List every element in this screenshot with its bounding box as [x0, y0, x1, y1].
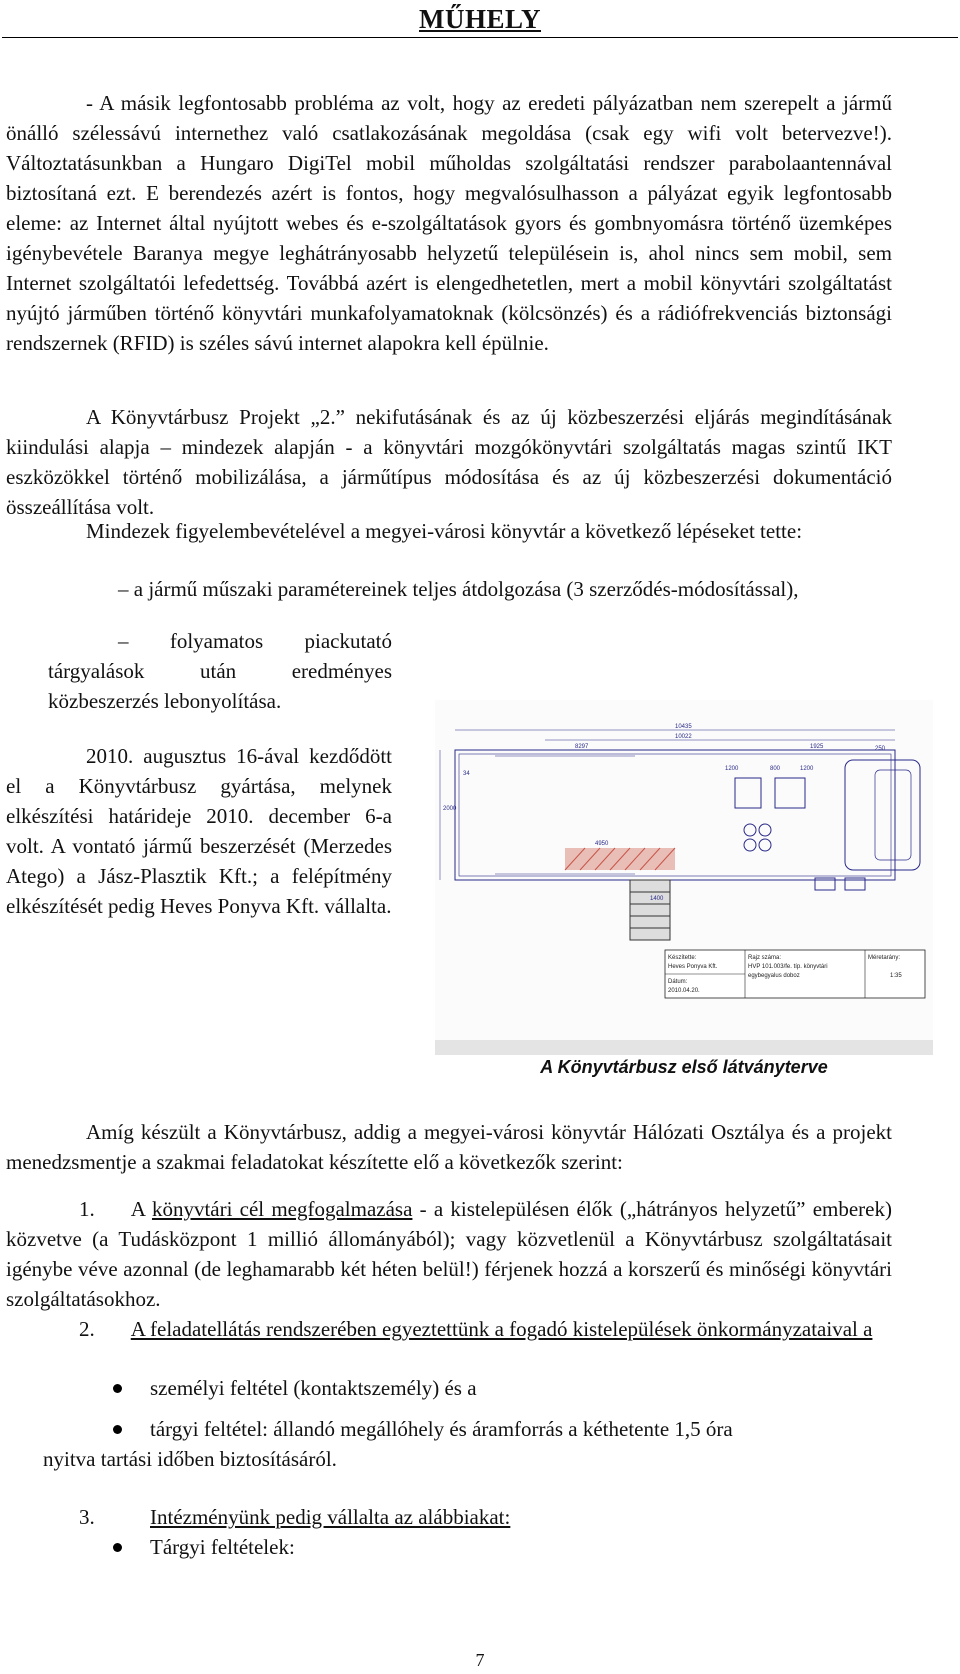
dim-label: 1400 — [650, 896, 664, 902]
titleblock-text: Rajz száma: — [748, 955, 782, 961]
bullet-dot — [113, 1543, 122, 1552]
paragraph-production: 2010. augusztus 16-ával kezdődött el a Könyvtárbusz gyártása, melynek elkészítési határideje 2010. december 6-a volt. A vontató jármű beszerzését (Merzedes Atego) a Jász-Plasztik Kft.; a felépítmény elkészítését pedig Heves Ponyva Kft. vállalta. — [6, 744, 392, 918]
list-item-1 — [6, 1194, 892, 1314]
titleblock-text: 1:35 — [890, 973, 902, 979]
dim-label: 800 — [770, 766, 781, 772]
titleblock-text: HVP 101.003/fe. típ. könyvtári — [748, 964, 828, 970]
bullet-item-continuation: nyitva tartási időben biztosításáról. — [43, 1447, 337, 1471]
titleblock-text: Méretarány: — [868, 955, 901, 961]
bullet-dot — [113, 1384, 122, 1393]
list-item-1-number: 1. — [79, 1197, 95, 1221]
titleblock-text: Dátum: — [668, 979, 688, 985]
dim-label: 34 — [463, 771, 470, 777]
header-title: MŰHELY — [418, 4, 542, 34]
paragraph-wifi-problem: - A másik legfontosabb probléma az volt, hogy az eredeti pályázatban nem szerepelt a jármű önálló szélessávú internethez való csatlakozásának megoldása (csak egy wifi volt betervezve!). Változtatásunkban a Hungaro DigiTel mobil műholdas szolgáltatási rendszer parabolaantennával biztosítaná ezt. E berendezés azért is fontos, hogy megvalósulhasson a pályázat egyik legfontosabb eleme: az Internet által nyújtott webes és e-szolgáltatások gyors és gombnyomásra történő üzemképes igénybevétele Baranya megye leghátrányosabb helyzetű településein is, ahol nincs sem mobil, sem Internet szolgáltatói lefedettség. Továbbá azért is elengedhetetlen, mert a mobil könyvtári szolgáltatást nyújtó járműben történő könyvtári munkafolyamatoknak (kölcsönzés) és a rádiófrekvenciás biztonsági rendszernek (RFID) is széles sávú internet alapokra kell épülnie. — [6, 91, 892, 355]
dash-item-parameters: – a jármű műszaki paramétereinek teljes átdolgozása (3 szerződés-módosítással), — [118, 577, 799, 601]
list-item-2-number: 2. — [79, 1317, 95, 1341]
dim-label: 10022 — [675, 734, 692, 740]
list-item-1-heading: könyvtári cél megfogalmazása — [151, 1197, 413, 1221]
titleblock-text: Heves Ponyva Kft. — [668, 964, 718, 970]
steps — [630, 880, 670, 940]
bullet-item-material-conditions: Tárgyi feltételek: — [150, 1535, 295, 1559]
page-number: 7 — [475, 1650, 485, 1670]
titleblock-text: egybegyalus doboz — [748, 973, 800, 979]
list-item-2 — [6, 1314, 892, 1344]
dim-label: 250 — [875, 746, 886, 752]
dash-item-procurement: – folyamatos piackutató tárgyalások után eredményes közbeszerzés lebonyolítása. — [48, 629, 392, 713]
dim-label: 1925 — [810, 744, 824, 750]
dim-label: 1200 — [800, 766, 814, 772]
dim-label: 8297 — [575, 744, 589, 750]
paragraph-project-two: A Könyvtárbusz Projekt „2.” nekifutásának és az új közbeszerzési eljárás megindításának kiindulási alapja – mindezek alapján - a könyvtári mozgókönyvtári szolgáltatás magas szintű IKT eszközökkel történő mobilizálása, a járműtípus módosítása és az új közbeszerzési dokumentáció összeállítása volt. — [6, 405, 892, 519]
dim-label: 2000 — [443, 806, 457, 812]
title-block — [665, 950, 925, 998]
list-item-3-number: 3. — [79, 1505, 95, 1529]
page-header — [0, 0, 960, 40]
list-item-1-text: - a kistelepülésen élők („hátrányos helyzetű” emberek) közvetve (a Tudásközpont 1 millió állományából); vagy közvetlenül a Könyvtárbusz szolgáltatásait igénybe véve azonnal (de leghamarabb két héten belül!) férjenek hozzá a korszerű és minőségi könyvtári szolgáltatásokhoz. — [6, 1197, 892, 1311]
figure-shadow — [435, 1040, 933, 1055]
titleblock-text: Készítette: — [668, 955, 697, 961]
bullet-item-personal: személyi feltétel (kontaktszemély) és a — [150, 1376, 477, 1400]
titleblock-text: 2010.04.20. — [668, 988, 700, 994]
dim-label: 4950 — [595, 841, 609, 847]
header-rule — [2, 37, 958, 38]
paragraph-steps-intro: Mindezek figyelembevételével a megyei-városi könyvtár a következő lépéseket tette: — [86, 519, 803, 543]
list-item-3-heading: Intézményünk pedig vállalta az alábbiakat: — [150, 1505, 511, 1529]
dim-label: 10435 — [675, 724, 692, 730]
list-item-2-heading: A feladatellátás rendszerében egyeztettünk a fogadó kistelepülések önkormányzataival a — [130, 1317, 873, 1341]
figure-caption: A Könyvtárbusz első látványterve — [540, 1057, 828, 1077]
bus-blueprint-figure — [435, 700, 933, 1055]
paragraph-preparation: Amíg készült a Könyvtárbusz, addig a megyei-városi könyvtár Hálózati Osztálya és a projekt menedzsmentje a szakmai feladatokat készítette elő a következők szerint: — [6, 1120, 892, 1174]
bullet-item-material: tárgyi feltétel: állandó megállóhely és áramforrás a kéthetente 1,5 óra — [150, 1417, 733, 1441]
list-item-1-prefix: A — [130, 1197, 145, 1221]
dim-label: 1200 — [725, 766, 739, 772]
step-hatched-area — [565, 848, 675, 870]
bullet-dot — [113, 1425, 122, 1434]
